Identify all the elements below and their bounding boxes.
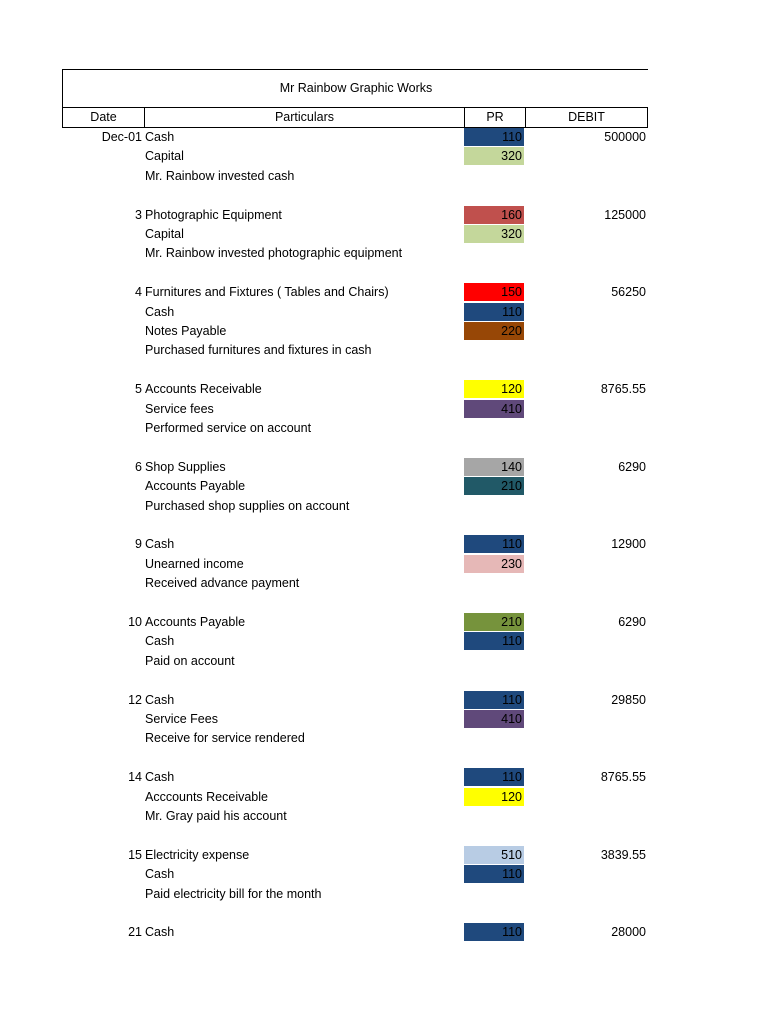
table-row — [62, 283, 648, 302]
pr-cell[interactable]: 320 — [464, 225, 524, 243]
debit-cell[interactable]: 6290 — [618, 459, 646, 474]
particulars-cell[interactable]: Mr. Rainbow invested photographic equipment — [145, 246, 403, 261]
table-row — [62, 710, 648, 729]
date-cell[interactable]: 10 — [128, 615, 142, 629]
date-cell[interactable]: 5 — [135, 382, 142, 397]
particulars-cell[interactable]: Cash — [145, 770, 175, 785]
table-row — [62, 555, 648, 574]
particulars-cell[interactable]: Photographic Equipment — [145, 207, 282, 222]
particulars-cell[interactable]: Capital — [145, 149, 184, 164]
debit-cell[interactable]: 8765.55 — [600, 382, 646, 397]
debit-cell[interactable]: 125000 — [604, 207, 646, 222]
pr-cell[interactable]: 140 — [464, 458, 524, 476]
date-cell[interactable]: 4 — [135, 285, 142, 300]
particulars-cell[interactable]: Cash — [145, 867, 175, 882]
table-row — [62, 497, 648, 516]
date-cell[interactable]: 3 — [135, 207, 142, 222]
title-cell[interactable] — [62, 69, 648, 107]
debit-cell[interactable]: 8765.55 — [600, 770, 646, 785]
table-row — [62, 128, 648, 147]
particulars-cell[interactable]: Acccounts Receivable — [145, 789, 268, 804]
table-row — [62, 788, 648, 807]
particulars-cell[interactable]: Mr. Rainbow invested cash — [145, 168, 295, 183]
header-pr[interactable]: PR — [464, 107, 525, 128]
table-row — [62, 652, 648, 671]
particulars-cell[interactable]: Cash — [145, 304, 175, 319]
date-cell[interactable]: 15 — [128, 847, 142, 862]
pr-cell[interactable]: 120 — [464, 380, 524, 398]
particulars-cell[interactable]: Receive for service rendered — [145, 731, 305, 746]
particulars-cell[interactable]: Electricity expense — [145, 847, 250, 862]
table-row — [62, 574, 648, 593]
particulars-cell[interactable]: Cash — [145, 692, 175, 707]
debit-cell[interactable]: 28000 — [611, 925, 646, 940]
pr-cell[interactable]: 110 — [464, 128, 524, 146]
table-row — [62, 632, 648, 651]
particulars-cell[interactable]: Furnitures and Fixtures ( Tables and Chairs) — [145, 285, 389, 300]
particulars-cell[interactable]: Service Fees — [145, 712, 218, 726]
table-row — [62, 613, 648, 632]
pr-cell[interactable]: 210 — [464, 613, 524, 631]
pr-cell[interactable]: 210 — [464, 477, 524, 495]
particulars-cell[interactable]: Cash — [145, 130, 175, 144]
debit-cell[interactable]: 12900 — [611, 537, 646, 552]
particulars-cell[interactable]: Cash — [145, 537, 175, 552]
table-row — [62, 729, 648, 748]
pr-cell[interactable]: 150 — [464, 283, 524, 301]
table-row — [62, 206, 648, 225]
date-cell[interactable]: 12 — [128, 692, 142, 707]
date-cell[interactable]: 14 — [128, 770, 142, 785]
table-row — [62, 691, 648, 710]
particulars-cell[interactable]: Mr. Gray paid his account — [145, 809, 287, 823]
table-row — [62, 322, 648, 341]
particulars-cell[interactable]: Service fees — [145, 401, 214, 416]
table-row — [62, 147, 648, 166]
table-row — [62, 303, 648, 322]
table-row — [62, 400, 648, 419]
table-row — [62, 885, 648, 904]
particulars-cell[interactable]: Purchased furnitures and fixtures in cash — [145, 343, 372, 358]
date-cell[interactable]: 6 — [135, 459, 142, 474]
table-row — [62, 768, 648, 787]
table-row — [62, 225, 648, 244]
particulars-cell[interactable]: Capital — [145, 227, 184, 241]
table-row — [62, 923, 648, 942]
table-row — [62, 865, 648, 884]
debit-cell[interactable]: 56250 — [611, 285, 646, 300]
date-cell[interactable]: 9 — [135, 537, 142, 552]
particulars-cell[interactable]: Cash — [145, 634, 175, 649]
table-row — [62, 244, 648, 263]
pr-cell[interactable]: 410 — [464, 710, 524, 728]
table-row — [62, 807, 648, 826]
debit-cell[interactable]: 3839.55 — [600, 847, 646, 862]
particulars-cell[interactable]: Paid on account — [145, 653, 235, 668]
pr-cell[interactable]: 220 — [464, 322, 524, 340]
sheet-title: Mr Rainbow Graphic Works — [279, 81, 433, 95]
pr-cell[interactable]: 110 — [464, 865, 524, 883]
table-row — [62, 535, 648, 554]
debit-cell[interactable]: 6290 — [618, 615, 646, 629]
pr-cell[interactable]: 510 — [464, 846, 524, 864]
particulars-cell[interactable]: Accounts Payable — [145, 615, 246, 629]
table-row — [62, 419, 648, 438]
pr-cell[interactable]: 110 — [464, 535, 524, 553]
pr-cell[interactable]: 110 — [464, 691, 524, 709]
particulars-cell[interactable]: Accounts Receivable — [145, 382, 262, 397]
pr-cell[interactable]: 110 — [464, 632, 524, 650]
particulars-cell[interactable]: Paid electricity bill for the month — [145, 886, 322, 901]
particulars-cell[interactable]: Received advance payment — [145, 576, 300, 591]
pr-cell[interactable]: 120 — [464, 788, 524, 806]
header-particulars[interactable]: Particulars — [144, 107, 464, 128]
particulars-cell[interactable]: Purchased shop supplies on account — [145, 498, 350, 513]
table-row — [62, 846, 648, 865]
particulars-cell[interactable]: Performed service on account — [145, 421, 312, 435]
table-row — [62, 341, 648, 360]
pr-cell[interactable]: 160 — [464, 206, 524, 224]
pr-cell[interactable]: 110 — [464, 923, 524, 941]
debit-cell[interactable]: 500000 — [604, 130, 646, 144]
particulars-cell[interactable]: Shop Supplies — [145, 459, 226, 474]
table-row — [62, 167, 648, 186]
particulars-cell[interactable]: Unearned income — [145, 556, 244, 571]
particulars-cell[interactable]: Cash — [145, 925, 175, 940]
header-debit[interactable]: DEBIT — [525, 107, 648, 128]
pr-cell[interactable]: 110 — [464, 303, 524, 321]
header-date[interactable]: Date — [62, 107, 144, 128]
date-cell[interactable]: Dec-01 — [101, 130, 142, 144]
table-row — [62, 380, 648, 399]
pr-cell[interactable]: 320 — [464, 147, 524, 165]
particulars-cell[interactable]: Accounts Payable — [145, 479, 246, 494]
pr-cell[interactable]: 230 — [464, 555, 524, 573]
debit-cell[interactable]: 29850 — [611, 692, 646, 707]
particulars-cell[interactable]: Notes Payable — [145, 324, 227, 338]
pr-cell[interactable]: 110 — [464, 768, 524, 786]
date-cell[interactable]: 21 — [128, 925, 142, 940]
table-row — [62, 458, 648, 477]
pr-cell[interactable]: 410 — [464, 400, 524, 418]
table-row — [62, 477, 648, 496]
